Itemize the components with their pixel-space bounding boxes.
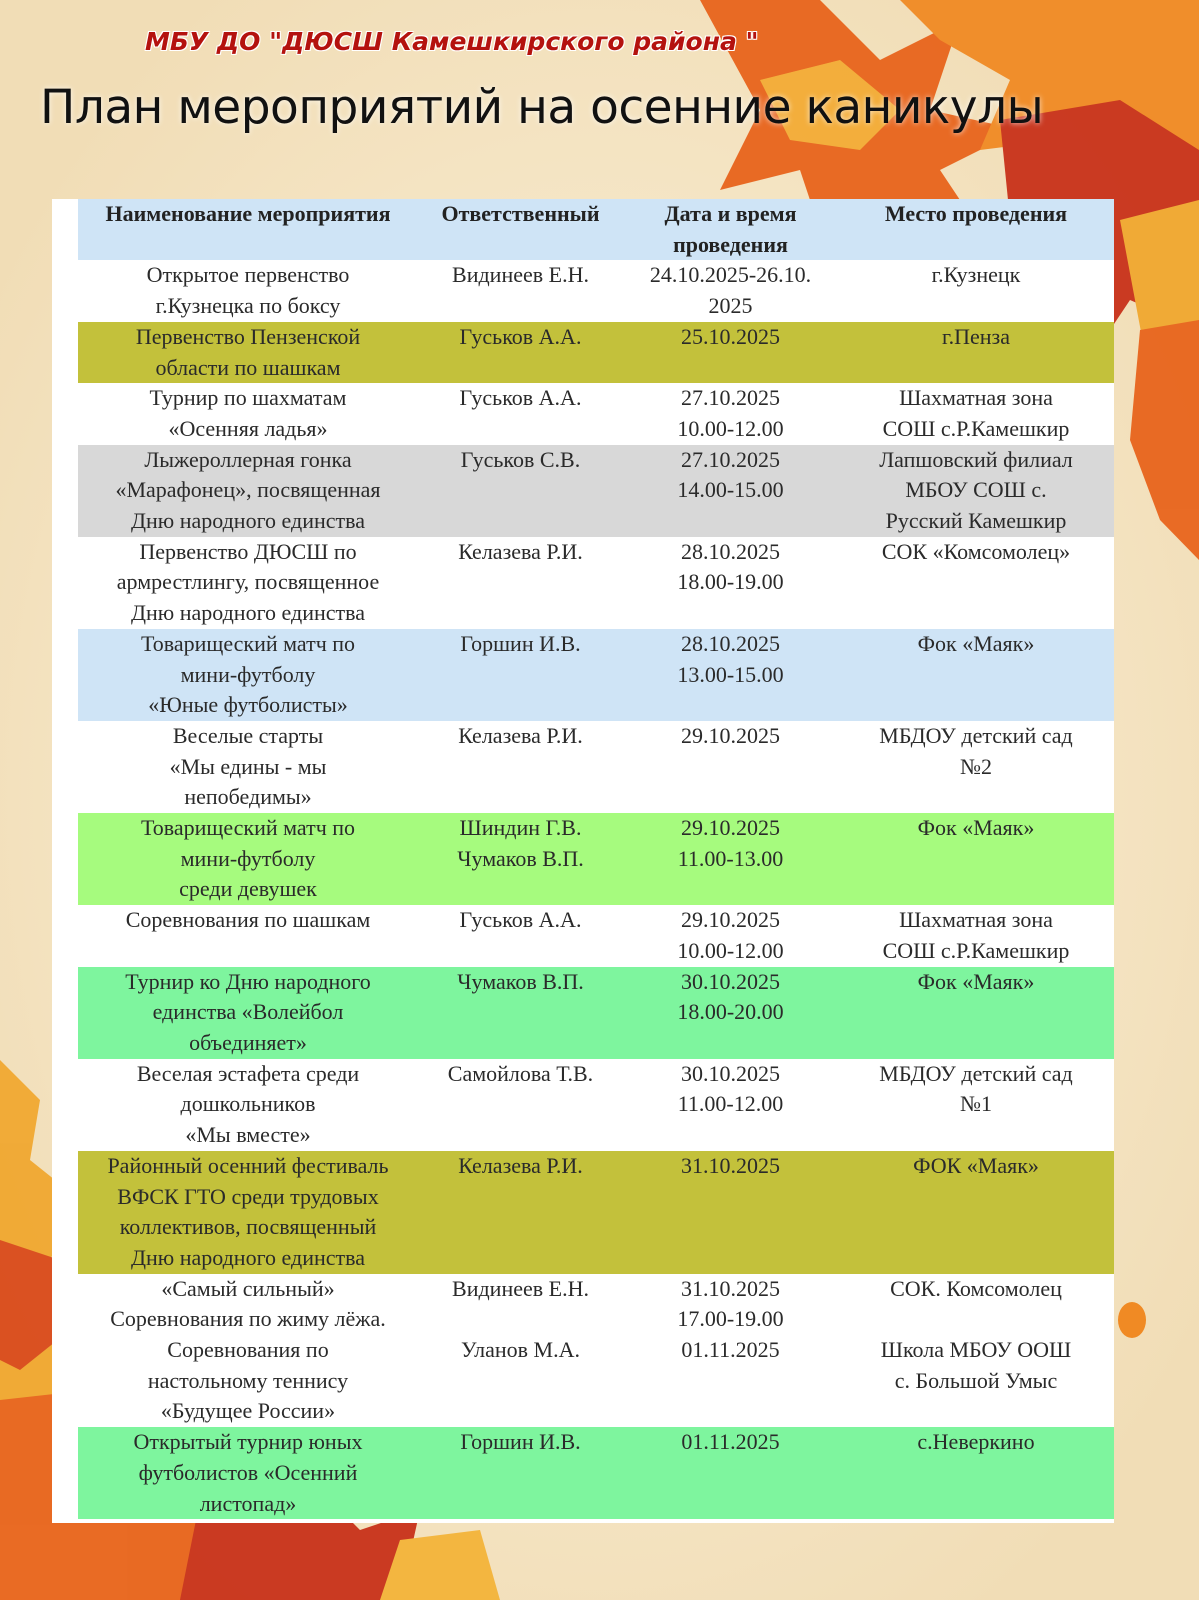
cell-event: Соревнования по шашкам [125,907,371,933]
cell-place: Шахматная зона СОШ с.Р.Камешкир [882,907,1070,963]
cell-datetime: 29.10.2025 [681,722,780,748]
table-row [78,1274,1114,1335]
cell-event: Открытый турнир юных футболистов «Осенний листопад» [133,1429,363,1516]
cell-responsible: Самойлова Т.В. [447,1060,594,1086]
cell-place: г.Пенза [942,323,1010,349]
table-row [78,629,1114,721]
cell-place: с.Неверкино [917,1429,1035,1455]
cell-responsible: Гуськов А.А. [459,385,582,411]
cell-place: Фок «Маяк» [917,630,1035,656]
cell-datetime: 30.10.2025 11.00-12.00 [677,1060,784,1117]
cell-datetime: 29.10.2025 10.00-12.00 [677,907,784,963]
table-row [78,537,1114,629]
cell-place: г.Кузнецк [931,262,1021,288]
cell-event: Веселая эстафета среди дошкольников «Мы вместе» [136,1060,360,1148]
cell-place: СОК. Комсомолец [890,1275,1062,1301]
cell-datetime: 29.10.2025 11.00-13.00 [677,815,784,871]
cell-datetime: 30.10.2025 18.00-20.00 [677,968,784,1025]
cell-responsible: Горшин И.В. [460,630,581,656]
table-row [78,383,1114,444]
cell-datetime: 01.11.2025 [681,1337,780,1363]
cell-responsible: Уланов М.А. [461,1337,580,1363]
organization-name: МБУ ДО "ДЮСШ Камешкирского района " [145,27,759,56]
cell-datetime: 31.10.2025 17.00-19.00 [677,1275,784,1332]
cell-event: Товарищеский матч по мини-футболу среди девушек [140,815,356,902]
cell-event: Турнир ко Дню народного единства «Волейбол объединяет» [125,968,371,1055]
events-table [78,199,1114,1519]
table-row [78,905,1114,966]
table-header-row [78,199,1114,260]
cell-responsible: Гуськов А.А. [459,907,582,933]
cell-place: МБДОУ детский сад №1 [879,1060,1073,1117]
cell-datetime: 28.10.2025 18.00-19.00 [677,538,784,595]
table-row [78,1427,1114,1519]
cell-event: Районный осенний фестиваль ВФСК ГТО среди трудовых коллективов, посвященный Дню народного единства [107,1152,389,1270]
cell-responsible: Видинеев Е.Н. [452,262,589,288]
table-row [78,322,1114,383]
cell-responsible: Горшин И.В. [460,1429,581,1455]
cell-event: Веселые старты «Мы едины - мы непобедимы» [169,722,327,810]
cell-event: Турнир по шахматам «Осенняя ладья» [149,385,347,441]
cell-responsible: Келазева Р.И. [458,1152,583,1178]
berry-icon [1118,1302,1146,1338]
cell-datetime: 24.10.2025-26.10. 2025 [649,262,812,319]
cell-responsible: Келазева Р.И. [458,538,583,564]
table-row [78,1335,1114,1427]
cell-place: Фок «Маяк» [917,815,1035,841]
column-header-event: Наименование мероприятия [105,201,391,226]
table-row [78,260,1114,321]
cell-responsible: Гуськов С.В. [460,446,581,472]
page-title: План мероприятий на осенние каникулы [40,80,1044,135]
cell-place: СОК «Комсомолец» [881,538,1071,564]
cell-event: Первенство ДЮСШ по армрестлингу, посвященное Дню народного единства [116,538,380,626]
table-row [78,445,1114,537]
cell-datetime: 28.10.2025 13.00-15.00 [677,630,784,687]
cell-place: ФОК «Маяк» [913,1152,1039,1178]
cell-place: Школа МБОУ ООШ с. Большой Умыс [880,1337,1072,1393]
cell-event: «Самый сильный» Соревнования по жиму лёжа. [110,1275,386,1332]
cell-responsible: Шиндин Г.В. Чумаков В.П. [457,815,584,871]
cell-place: Фок «Маяк» [917,968,1035,994]
cell-responsible: Келазева Р.И. [458,722,583,748]
table-row [78,1059,1114,1151]
cell-place: Шахматная зона СОШ с.Р.Камешкир [882,385,1070,441]
cell-responsible: Гуськов А.А. [459,323,582,349]
cell-datetime: 31.10.2025 [681,1152,780,1178]
table-row [78,813,1114,905]
table-row [78,1151,1114,1274]
cell-event: Первенство Пензенской области по шашкам [135,323,361,380]
cell-event: Товарищеский матч по мини-футболу «Юные футболисты» [140,630,356,718]
cell-event: Соревнования по настольному теннису «Будущее России» [147,1337,349,1424]
cell-datetime: 27.10.2025 10.00-12.00 [677,385,784,441]
cell-datetime: 01.11.2025 [681,1429,780,1455]
cell-datetime: 27.10.2025 14.00-15.00 [677,446,784,503]
table-row [78,967,1114,1059]
cell-event: Лыжероллерная гонка «Марафонец», посвященная Дню народного единства [115,446,381,534]
cell-datetime: 25.10.2025 [681,323,780,349]
column-header-responsible: Ответственный [441,201,600,226]
cell-place: Лапшовский филиал МБОУ СОШ с. Русский Камешкир [879,446,1073,534]
cell-event: Открытое первенство г.Кузнецка по боксу [146,262,350,319]
column-header-place: Место проведения [884,201,1068,226]
column-header-datetime: Дата и время проведения [664,201,797,257]
table-row [78,721,1114,813]
cell-place: МБДОУ детский сад №2 [879,722,1073,779]
cell-responsible: Видинеев Е.Н. [452,1275,589,1301]
cell-responsible: Чумаков В.П. [457,968,584,994]
